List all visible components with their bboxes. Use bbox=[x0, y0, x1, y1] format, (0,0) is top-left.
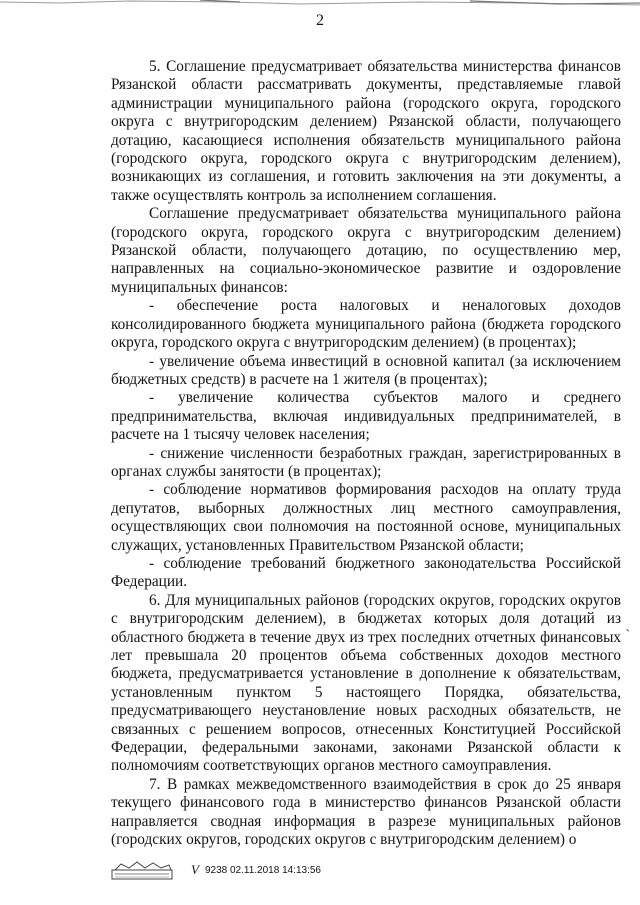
list-item bbox=[111, 297, 621, 352]
list-item bbox=[111, 353, 621, 390]
text-line: депутатов, выборных должностных лиц местного самоуправления, bbox=[111, 499, 621, 517]
text-line: предпринимательства, включая индивидуальных предпринимателей, в bbox=[111, 407, 621, 425]
text-line: направленных на социально-экономическое развитие и оздоровление bbox=[111, 260, 621, 278]
text-line: с внутригородским делением), в бюджетах которых доля дотаций из bbox=[111, 610, 621, 628]
registry-stamp-icon bbox=[111, 860, 173, 880]
footer-registration bbox=[111, 858, 321, 882]
text-line: - соблюдение нормативов формирования расходов на оплату труда bbox=[149, 481, 621, 499]
paragraph-5-obligations bbox=[111, 205, 621, 297]
text-line: полномочиям соответствующих органов местного самоуправления. bbox=[111, 757, 552, 775]
text-line: установленным пунктом 5 настоящего Порядка, обязательства, bbox=[111, 683, 621, 701]
text-line: - обеспечение роста налоговых и неналоговых доходов bbox=[149, 297, 621, 315]
text-line: 6. Для муниципальных районов (городских округов, городских округов bbox=[149, 591, 621, 609]
text-line: осуществляющих свои полномочия на постоянной основе, муниципальных bbox=[111, 518, 621, 536]
text-line: - соблюдение требований бюджетного законодательства Российской bbox=[149, 554, 621, 572]
text-line: органах службы занятости (в процентах); bbox=[111, 462, 382, 480]
registration-mark: V bbox=[191, 862, 199, 877]
paragraph-6 bbox=[111, 592, 621, 776]
text-line: связанных с решением вопросов, отнесенных Конституцией Российской bbox=[111, 720, 621, 738]
text-line: предусматривающего неустановление новых расходных обязательств, не bbox=[111, 702, 621, 720]
text-line: Рязанской области рассматривать документы, представляемые главой bbox=[111, 76, 621, 94]
scan-speck: ˏ bbox=[625, 617, 630, 632]
text-line: (городского округа, городского округа с внутригородским делением), bbox=[111, 150, 621, 168]
text-line: (городского округа, городского округа с внутригородским делением) bbox=[111, 223, 621, 241]
text-line: дотацию, касающиеся исполнения обязательств муниципального района bbox=[111, 131, 621, 149]
text-line: (городских округов, городских округов с внутригородским делением) о bbox=[111, 831, 577, 849]
text-line: Федерации, федеральными законами, законами Рязанской области к bbox=[111, 739, 621, 757]
text-line: возникающих из соглашения, и готовить заключения на эти документы, а bbox=[111, 168, 621, 186]
text-line: администрации муниципального района (городского округа, городского bbox=[111, 94, 621, 112]
page-number: 2 bbox=[316, 12, 324, 29]
text-line: также осуществлять контроль за исполнением соглашения. bbox=[111, 186, 497, 204]
list-item bbox=[111, 555, 621, 592]
text-line: - увеличение количества субъектов малого и среднего bbox=[149, 389, 621, 407]
text-line: расчете на 1 тысячу человек населения; bbox=[111, 426, 370, 444]
text-line: областного бюджета в течение двух из трех последних отчетных финансовых bbox=[111, 628, 621, 646]
text-line: Соглашение предусматривает обязательства муниципального района bbox=[149, 205, 621, 223]
text-line: бюджета, предусматривается установление в дополнение к обязательствам, bbox=[111, 665, 621, 683]
text-line: - увеличение объема инвестиций в основной капитал (за исключением bbox=[149, 352, 621, 370]
text-line: консолидированного бюджета муниципального района (бюджета городского bbox=[111, 315, 621, 333]
registration-stamp: 9238 02.11.2018 14:13:56 bbox=[204, 864, 321, 876]
text-line: служащих, установленных Правительством Рязанской области; bbox=[111, 536, 524, 554]
list-item bbox=[111, 389, 621, 444]
text-line: лет превышала 20 процентов объема собственных доходов местного bbox=[111, 647, 621, 664]
text-line: текущего финансового года в министерство финансов Рязанской области bbox=[111, 794, 621, 812]
text-line: 5. Соглашение предусматривает обязательства министерства финансов bbox=[149, 58, 621, 75]
text-line: 7. В рамках межведомственного взаимодействия в срок до 25 января bbox=[149, 775, 621, 793]
paragraph-7 bbox=[111, 776, 621, 850]
list-item bbox=[111, 481, 621, 555]
text-line: направляется сводная информация в разрезе муниципальных районов bbox=[111, 812, 621, 830]
paragraph-5 bbox=[111, 58, 621, 205]
text-line: Федерации. bbox=[111, 573, 188, 591]
text-line: бюджетных средств) в расчете на 1 жителя (в процентах); bbox=[111, 370, 488, 388]
text-line: округа с внутригородским делением) Рязанской области, получающего bbox=[111, 113, 621, 131]
document-body bbox=[111, 58, 621, 849]
list-item bbox=[111, 445, 621, 482]
text-line: Рязанской области, получающего дотацию, по осуществлению мер, bbox=[111, 242, 621, 260]
text-line: округа, городского округа с внутригородским делением) (в процентах); bbox=[111, 334, 577, 352]
text-line: муниципальных финансов: bbox=[111, 278, 288, 296]
text-line: - снижение численности безработных граждан, зарегистрированных в bbox=[149, 444, 621, 462]
